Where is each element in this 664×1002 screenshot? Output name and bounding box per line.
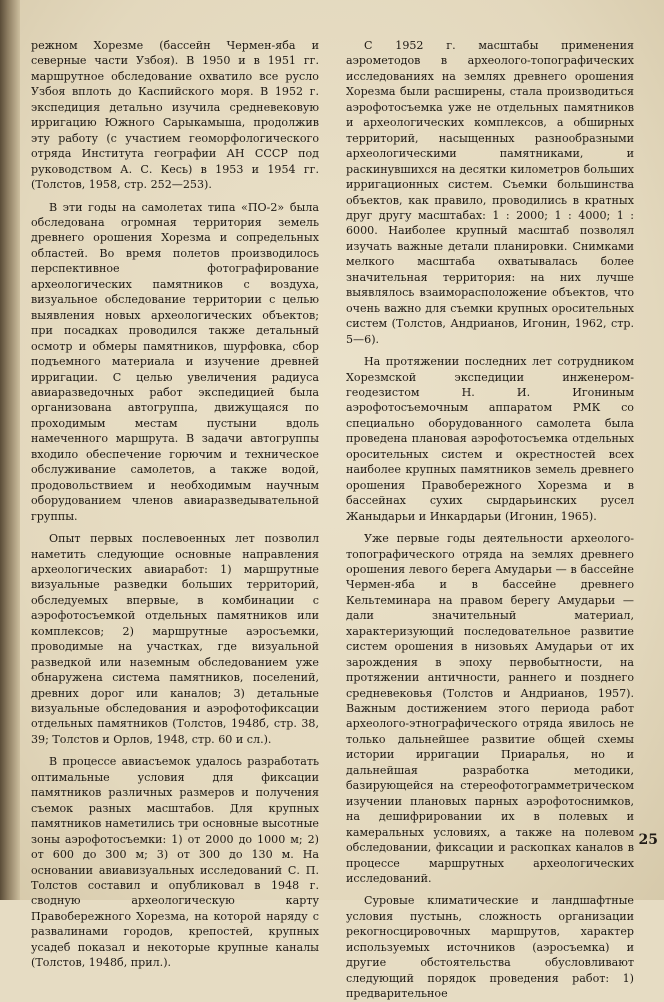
right-text-column <box>346 38 634 1002</box>
paragraph: Суровые климатические и ландшафтные условия пустынь, сложность организации рекогносцировочных маршрутов, характер используемых источников (аэросъемка) и другие обстоятельства обусловливают следующий порядок проведения работ: 1) предварительное <box>346 894 634 1001</box>
paragraph: режном Хорезме (бассейн Чермен-яба и северные части Узбоя). В 1950 и в 1951 гг. маршрутное обследование охватило все русло Узбоя вплоть до Каспийского моря. В 1952 г. экспедиция детально изучила средневековую ирригацию Южного Сарыкамыша, продолжив эту работу (с участием геоморфологического отряда Института географии АН СССР под руководством А. С. Кесь) в 1953 и 1954 гг. (Толстов, 1958, стр. 252—253). <box>31 39 319 192</box>
paragraph: На протяжении последних лет сотрудником Хорезмской экспедиции инженером-геодезистом Н. И. Игониным аэрофотосъемочным аппаратом РМК со специально оборудованного самолета была проведена плановая аэрофотосъемка отдельных оросительных систем и окрестностей всех наиболее крупных памятников земель древнего орошения Правобережного Хорезма и в бассейнах сухих сырдарьинских русел Жаныдарьи и Инкардарьи (Игонин, 1965). <box>346 355 634 523</box>
paragraph: Уже первые годы деятельности археолого-топографического отряда на землях древнего орошения левого берега Амударьи — в бассейне Чермен-яба и в бассейне древнего Кельтеминара на правом берегу Амударьи — дали значительный материал, характеризующий последовательное развитие систем орошения в низовьях Амударьи от их зарождения в эпоху первобытности, на протяжении античности, раннего и позднего средневековья (Толстов и Андрианов, 1957). Важным достижением этого периода работ археолого-этнографического отряда явилось не только дальнейшее развитие общей схемы истории ирригации Приаралья, но и дальнейшая разработка методики, базирующейся на стереофотограмметрическом изучении плановых парных аэрофотоснимков, на дешифрировании их в полевых и камеральных условиях, а также на полевом обследовании, фиксации и раскопках каналов в процессе маршрутных археологических исследований. <box>346 532 634 886</box>
left-text-column <box>31 38 319 971</box>
paragraph: В эти годы на самолетах типа «ПО-2» была обследована огромная территория земель древнего орошения Хорезма и сопредельных областей. Во время полетов производилось перспективное фотографирование археологических памятников с воздуха, визуальное обследование территории с целью выявления новых археологических объектов; при посадках проводился также детальный осмотр и обмеры памятников, шурфовка, сбор подъемного материала и изучение древней ирригации. С целью увеличения радиуса авиаразведочных работ экспедицией была организована автогруппа, движущаяся по проходимым местам пустыни вдоль намеченного маршрута. В задачи автогруппы входило обеспечение горючим и техническое обслуживание самолетов, а также водой, продовольствием и необходимым научным оборудованием членов авиаразведывательной группы. <box>31 200 319 523</box>
paragraph: В процессе авиасъемок удалось разработать оптимальные условия для фиксации памятников различных размеров и получения съемок разных масштабов. Для крупных памятников наметились три основные высотные зоны аэрофотосъемки: 1) от 2000 до 1000 м; 2) от 600 до 300 м; 3) от 300 до 130 м. На основании авиавизуальных исследований С. П. Толстов составил и опубликовал в 1948 г. сводную археологическую карту Правобережного Хорезма, на которой наряду с развалинами городов, крепостей, крупных усадеб показал и некоторые крупные каналы (Толстов, 1948б, прил.). <box>31 755 319 970</box>
page-number: 25 <box>638 832 658 848</box>
paragraph: Опыт первых послевоенных лет позволил наметить следующие основные направления археологических авиаработ: 1) маршрутные визуальные разведки больших территорий, обследуемых впервые, в комбинации с аэрофотосъемкой отдельных памятников или комплексов; 2) маршрутные аэросъемки, проводимые на участках, где визуальной разведкой или наземным обследованием уже обнаружена система памятников, поселений, древних дорог или каналов; 3) детальные визуальные обследования и аэрофотофиксации отдельных памятников (Толстов, 1948б, стр. 38, 39; Толстов и Орлов, 1948, стр. 60 и сл.). <box>31 532 319 746</box>
book-spine-shadow <box>0 0 20 900</box>
paragraph: С 1952 г. масштабы применения аэрометодов в археолого-топографических исследованиях на землях древнего орошения Хорезма были расширены, стала производиться аэрофотосъемка уже не отдельных памятников и археологических комплексов, а обширных территорий, насыщенных разнообразными археологическими памятниками, и раскинувшихся на десятки километров больших ирригационных систем. Съемки большинства объектов, как правило, проводились в кратных друг другу масштабах: 1 : 2000; 1 : 4000; 1 : 6000. Наиболее крупный масштаб позволял изучать важные детали планировки. Снимками мелкого масштаба охватывалась более значительная территория: на них лучше выявлялось взаиморасположение объектов, что очень важно для съемки крупных оросительных систем (Толстов, Андрианов, Игонин, 1962, стр. 5—6). <box>346 39 634 346</box>
